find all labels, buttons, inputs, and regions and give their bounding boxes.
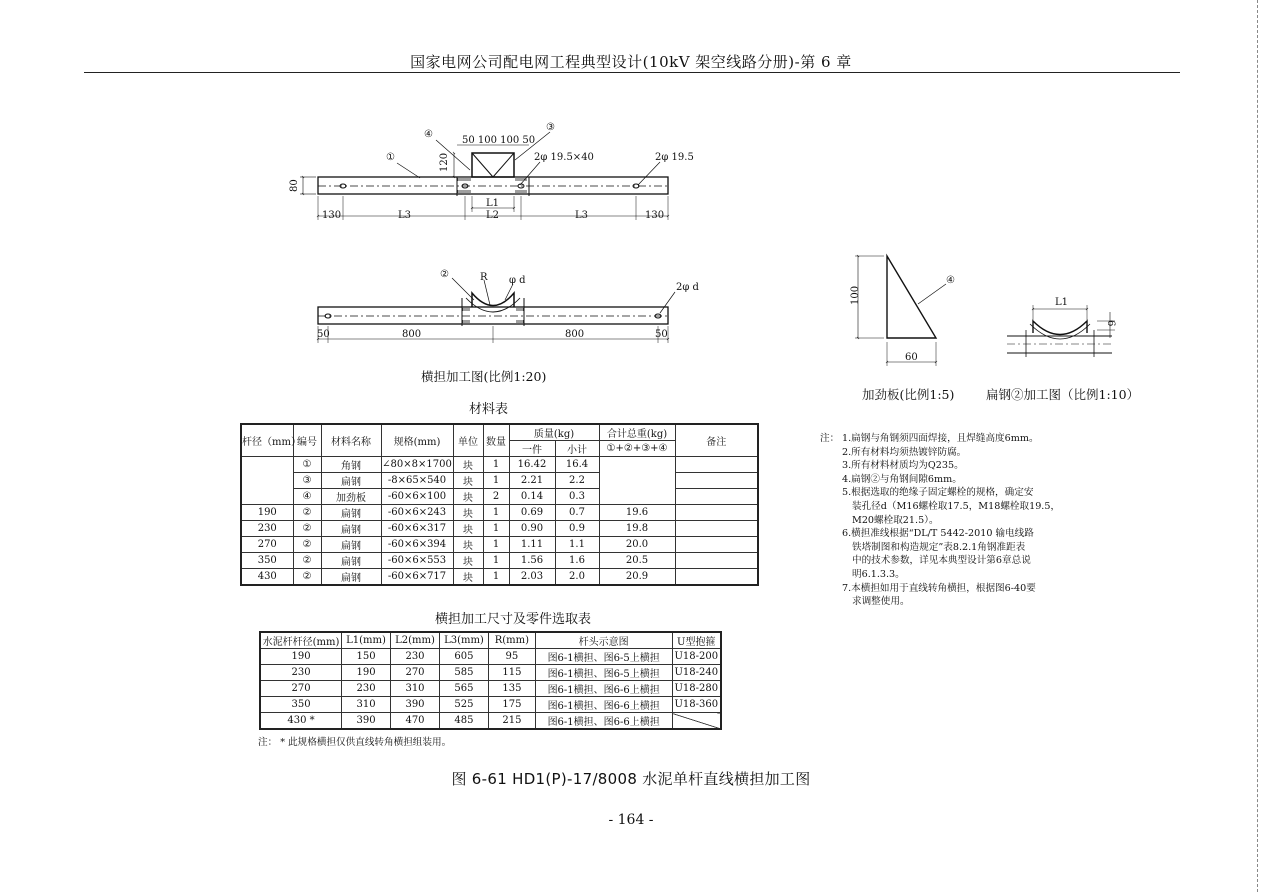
label-item1: ① xyxy=(386,152,395,163)
dim-800-right: 800 xyxy=(565,329,585,340)
flat-steel-caption: 扁钢②加工图（比例1:10） xyxy=(986,387,1140,402)
label-item4: ④ xyxy=(424,129,433,140)
materials-table xyxy=(240,423,759,586)
stiffener-h100: 100 xyxy=(850,285,861,305)
dim-50-left: 50 xyxy=(317,329,330,340)
dims-top: 50 100 100 50 xyxy=(462,135,536,146)
sz-h-L1: L1(mm) xyxy=(342,632,391,649)
mat-h-total-sub: ①+②+③+④ xyxy=(599,441,675,457)
stiffener-labels xyxy=(850,275,955,363)
mat-h-remark: 备注 xyxy=(675,424,758,457)
figure-caption: 图 6-61 HD1(P)-17/8008 水泥单杆直线横担加工图 xyxy=(451,770,811,788)
note-line: 1.扁钢与角钢须四面焊接，且焊缝高度6mm。 xyxy=(842,433,1039,444)
sz-h-sketch: 杆头示意图 xyxy=(535,632,672,649)
mat-row: 270 ② 扁钢 -60×6×394 块 1 1.11 1.1 20.0 xyxy=(241,537,758,553)
sz-h-L2: L2(mm) xyxy=(391,632,440,649)
mat-h-dia: 杆径（mm） xyxy=(241,424,293,457)
sz-row: 430 * 390 470 485 215 图6-1横担、图6-6上横担 xyxy=(260,713,721,730)
dim-L2: L2 xyxy=(486,210,500,221)
hole-label-2: 2φ 19.5 xyxy=(655,152,694,163)
note-line: 中的技术参数，详见本典型设计第6章总说 xyxy=(852,555,1031,567)
note-line: M20螺栓取21.5）。 xyxy=(852,514,939,526)
mat-h-subtotal: 小计 xyxy=(555,441,599,457)
note-line: 7.本横担如用于直线转角横担，根据图6-40要 xyxy=(842,582,1036,594)
hole-label-1: 2φ 19.5×40 xyxy=(534,152,594,163)
dim-50-right: 50 xyxy=(655,329,668,340)
mat-h-total: 合计总重(kg) xyxy=(599,424,675,441)
flat-steel-drawing xyxy=(1007,305,1115,357)
note-line: 2.所有材料均须热镀锌防腐。 xyxy=(842,446,967,458)
sz-row: 230 190 270 585 115 图6-1横担、图6-5上横担 U18-240 xyxy=(260,665,721,681)
note-line: 6.横担准线根据“DL/T 5442-2010 输电线路 xyxy=(842,528,1034,540)
note-line: 4.扁钢②与角钢间隙6mm。 xyxy=(842,473,962,485)
mat-row: ① 角钢 ∠80×8×1700 块 1 16.42 16.4 xyxy=(241,457,758,473)
dim-L3-right: L3 xyxy=(575,210,589,221)
sz-row: 350 310 390 525 175 图6-1横担、图6-6上横担 U18-360 xyxy=(260,697,721,713)
dim-130-left: 130 xyxy=(322,210,342,221)
mat-row: 350 ② 扁钢 -60×6×553 块 1 1.56 1.6 20.5 xyxy=(241,553,758,569)
label-holes: 2φ d xyxy=(676,282,699,293)
mat-row: ④ 加劲板 -60×6×100 块 2 0.14 0.3 xyxy=(241,489,758,505)
top-view-labels xyxy=(289,122,694,221)
mat-h-name: 材料名称 xyxy=(321,424,381,457)
crossarm-mid-view xyxy=(318,278,675,343)
label-R: R xyxy=(480,272,488,283)
sz-h-clamp: U型抱箍 xyxy=(672,632,721,649)
note-line: 铁塔制图和构造规定”表8.2.1角钢准距表 xyxy=(852,541,1026,553)
sizes-table xyxy=(259,631,722,730)
note-line: 求调整使用。 xyxy=(852,596,910,608)
sz-h-dia: 水泥杆杆径(mm) xyxy=(260,632,342,649)
crossarm-caption: 横担加工图(比例1:20) xyxy=(421,369,547,384)
note-line: 明6.1.3.3。 xyxy=(852,568,905,580)
mat-h-spec: 规格(mm) xyxy=(381,424,453,457)
dim-800-left: 800 xyxy=(402,329,422,340)
flat-steel-L1: L1 xyxy=(1055,297,1069,308)
note-line: 5.根据选取的绝缘子固定螺栓的规格，确定安 xyxy=(842,487,1034,499)
label-item3: ③ xyxy=(546,122,555,133)
label-item2: ② xyxy=(440,269,449,280)
mid-view-labels xyxy=(317,269,700,340)
mat-h-qty: 数量 xyxy=(483,424,509,457)
sizes-footnote: 注： * 此规格横担仅供直线转角横担组装用。 xyxy=(258,737,452,748)
mat-h-unit: 单位 xyxy=(453,424,483,457)
notes-block xyxy=(820,432,1060,609)
note-line: 3.所有材料材质均为Q235。 xyxy=(842,460,964,472)
dim-L1: L1 xyxy=(486,198,500,209)
note-line: 装孔径d（M16螺栓取17.5，M18螺栓取19.5， xyxy=(852,500,1061,512)
stiffener-w60: 60 xyxy=(905,352,918,363)
dim-L3-left: L3 xyxy=(398,210,412,221)
sz-h-L3: L3(mm) xyxy=(439,632,488,649)
mat-h-no: 编号 xyxy=(293,424,321,457)
notes-lead: 注： xyxy=(820,433,840,444)
dim-130-right: 130 xyxy=(645,210,665,221)
stiffener-plate xyxy=(855,256,946,366)
dim-80: 80 xyxy=(289,179,300,192)
page-header: 国家电网公司配电网工程典型设计(10kV 架空线路分册)-第 6 章 xyxy=(410,53,852,71)
sz-h-R: R(mm) xyxy=(488,632,535,649)
dim-120: 120 xyxy=(439,152,450,172)
mat-h-piece: 一件 xyxy=(509,441,555,457)
page-number: - 164 - xyxy=(608,812,654,828)
sizes-title: 横担加工尺寸及零件选取表 xyxy=(435,612,592,627)
mat-h-mass: 质量(kg) xyxy=(509,424,599,441)
stiffener-item4: ④ xyxy=(946,275,955,286)
label-phid: φ d xyxy=(509,275,526,286)
flat-steel-6: 6 xyxy=(1105,320,1116,327)
mat-row: 430 ② 扁钢 -60×6×717 块 1 2.03 2.0 20.9 xyxy=(241,569,758,586)
mat-row: ③ 扁钢 -8×65×540 块 1 2.21 2.2 xyxy=(241,473,758,489)
sz-row: 190 150 230 605 95 图6-1横担、图6-5上横担 U18-200 xyxy=(260,649,721,665)
mat-row: 190 ② 扁钢 -60×6×243 块 1 0.69 0.7 19.6 xyxy=(241,505,758,521)
materials-title: 材料表 xyxy=(469,402,509,417)
stiffener-caption: 加劲板(比例1:5) xyxy=(862,387,955,402)
sz-row: 270 230 310 565 135 图6-1横担、图6-6上横担 U18-280 xyxy=(260,681,721,697)
mat-row: 230 ② 扁钢 -60×6×317 块 1 0.90 0.9 19.8 xyxy=(241,521,758,537)
